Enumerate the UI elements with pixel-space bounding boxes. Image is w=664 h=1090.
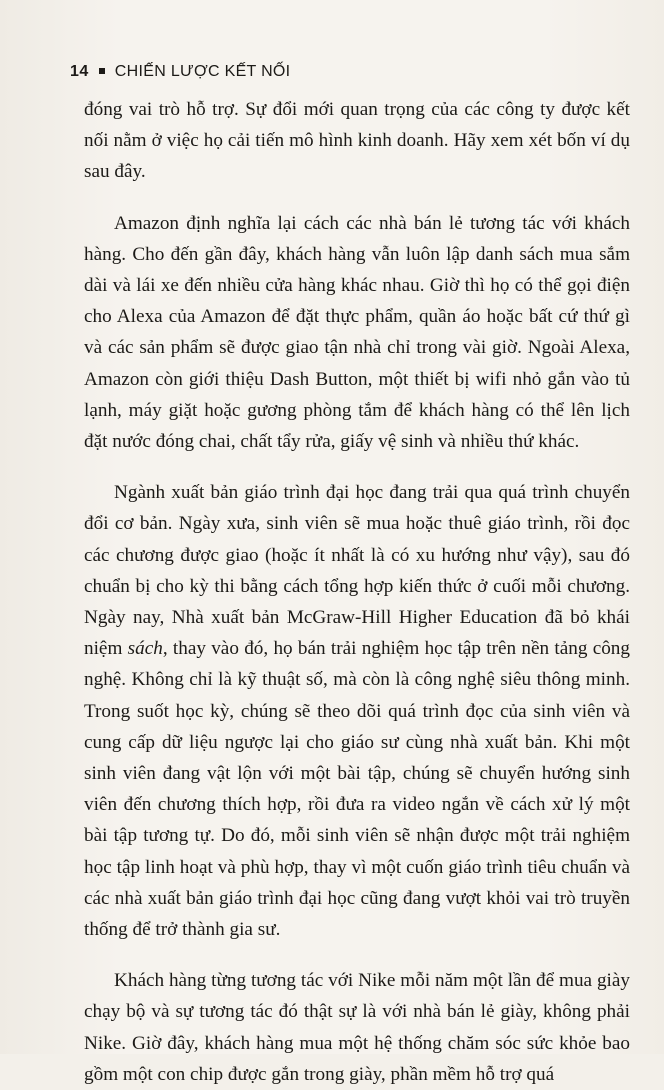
- header-bullet-icon: [99, 68, 105, 74]
- page-number: 14: [70, 63, 89, 80]
- emphasized-word: sách: [127, 638, 163, 660]
- paragraph-amazon: Amazon định nghĩa lại cách các nhà bán lẻ tương tác với khách hàng. Cho đến gần đây, khách hàng vẫn luôn lập danh sách mua sắm dài và lái xe đến nhiều cửa hàng khác nhau. Giờ thì họ có thể gọi điện cho Alexa của Amazon để đặt thực phẩm, quần áo hoặc bất cứ thứ gì và các sản phẩm sẽ được giao tận nhà chỉ trong vài giờ. Ngoài Alexa, Amazon còn giới thiệu Dash Button, một thiết bị wifi nhỏ gắn vào tủ lạnh, máy giặt hoặc gương phòng tắm để khách hàng có thể lên lịch đặt nước đóng chai, chất tẩy rửa, giấy vệ sinh và nhiều thứ khác.: [84, 212, 630, 453]
- body-text: [84, 94, 630, 1090]
- running-header: [70, 60, 290, 84]
- chapter-title: CHIẾN LƯỢC KẾT NỐI: [114, 63, 291, 80]
- paragraph-continuation: đóng vai trò hỗ trợ. Sự đổi mới quan trọng của các công ty được kết nối nằm ở việc họ cải tiến mô hình kinh doanh. Hãy xem xét bốn ví dụ sau đây.: [84, 99, 630, 183]
- paragraph-nike: Khách hàng từng tương tác với Nike mỗi năm một lần để mua giày chạy bộ và sự tương tác đó thật sự là với nhà bán lẻ giày, không phải Nike. Giờ đây, khách hàng mua một hệ thống chăm sóc sức khỏe bao gồm một con chip được gắn trong giày, phần mềm hỗ trợ quá: [84, 970, 630, 1085]
- paragraph-textbook-publishing: Ngành xuất bản giáo trình đại học đang trải qua quá trình chuyển đổi cơ bản. Ngày xưa, sinh viên sẽ mua hoặc thuê giáo trình, rồi đọc các chương được giao (hoặc ít nhất là có xu hướng như vậy), sau đó chuẩn bị cho kỳ thi bằng cách tổng hợp kiến thức ở cuối mỗi chương. Ngày nay, Nhà xuất bản McGraw-Hill Higher Education đã bỏ khái niệm sách, thay vào đó, họ bán trải nghiệm học tập trên nền tảng công nghệ. Không chỉ là kỹ thuật số, mà còn là công nghệ siêu thông minh. Trong suốt học kỳ, chúng sẽ theo dõi quá trình đọc của sinh viên và cung cấp dữ liệu ngược lại cho giáo sư cùng nhà xuất bản. Khi một sinh viên đang vật lộn với một bài tập, chúng sẽ chuyển hướng sinh viên đến chương thích hợp, rồi đưa ra video ngắn về cách xử lý một bài tập tương tự. Do đó, mỗi sinh viên sẽ nhận được một trải nghiệm học tập linh hoạt và phù hợp, thay vì một cuốn giáo trình tiêu chuẩn và các nhà xuất bản giáo trình đại học cũng đang vượt khỏi vai trò truyền thống để trở thành gia sư.: [84, 482, 630, 941]
